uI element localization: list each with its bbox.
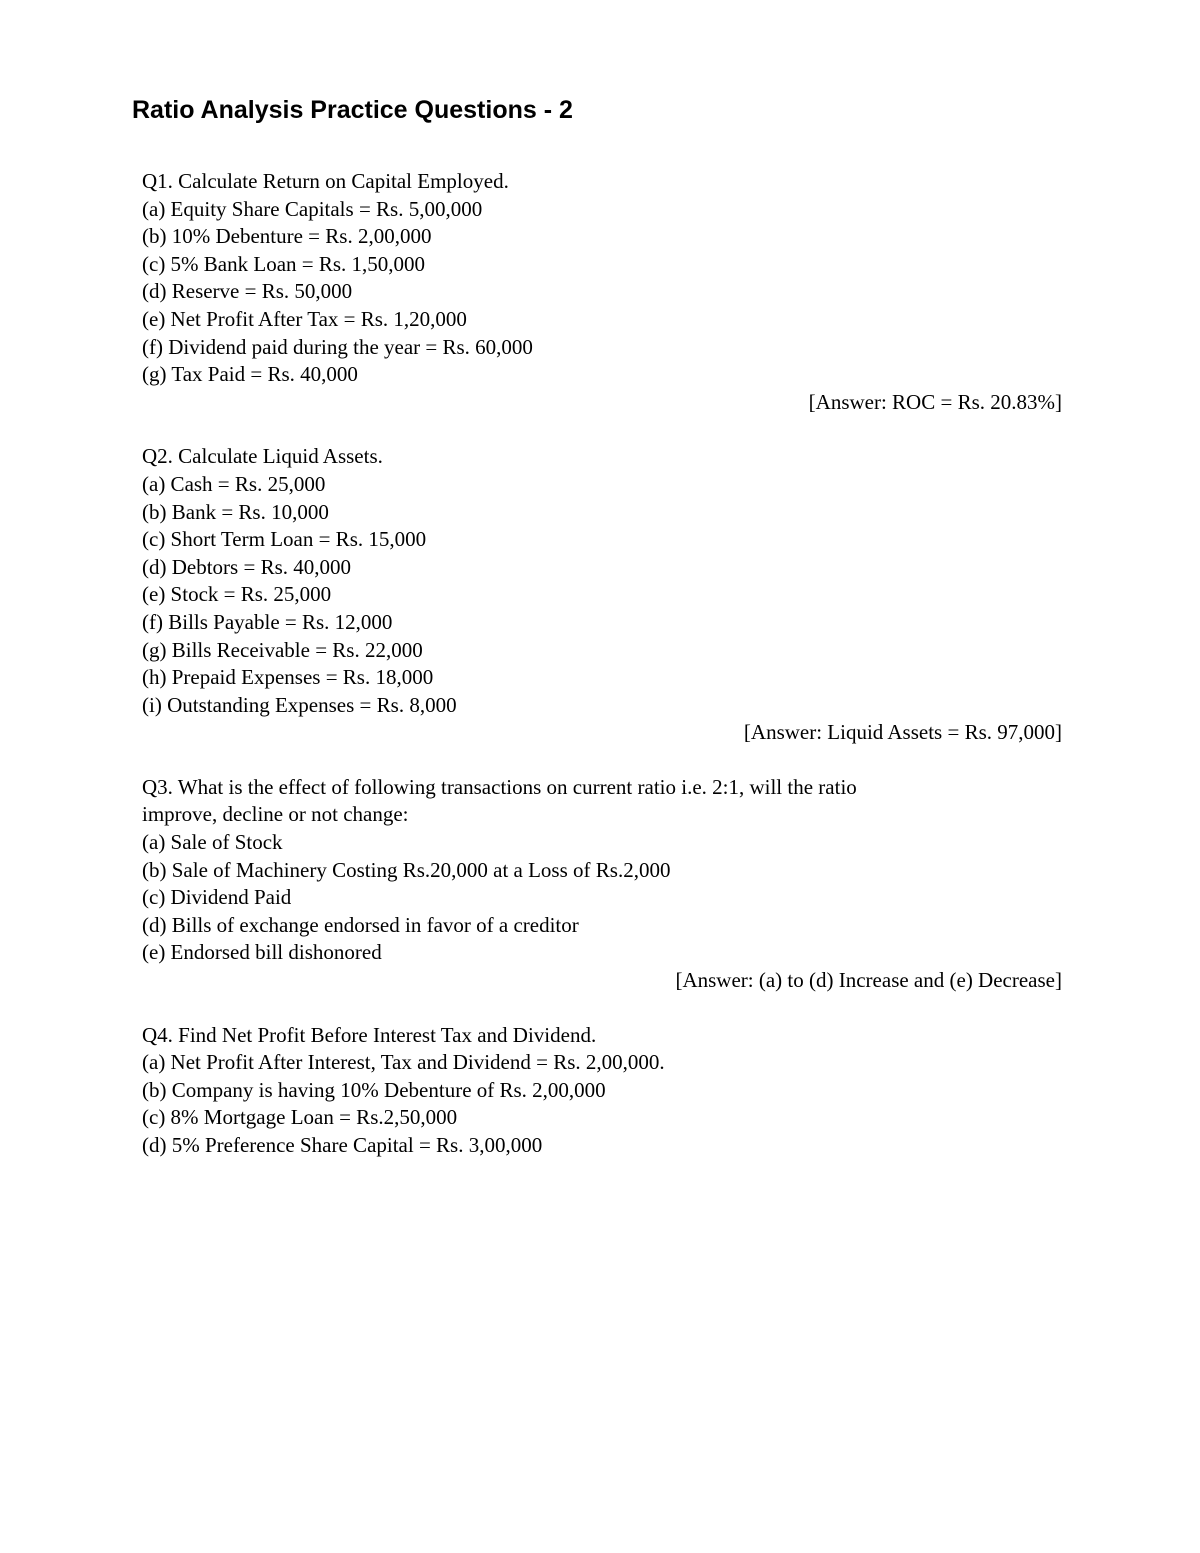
question-heading: Q1. Calculate Return on Capital Employed.	[142, 169, 509, 193]
question-heading: Q4. Find Net Profit Before Interest Tax and Dividend.	[142, 1022, 597, 1047]
question-item: (b) Bank = Rs. 10,000	[142, 499, 329, 524]
question-answer: [Answer: ROC = Rs. 20.83%]	[808, 389, 1062, 414]
question-item: (a) Cash = Rs. 25,000	[142, 471, 326, 496]
question-item: (e) Stock = Rs. 25,000	[142, 582, 332, 607]
question-item: (f) Dividend paid during the year = Rs. 60,000	[142, 334, 533, 359]
question-item: (b) Company is having 10% Debenture of Rs. 2,00,000	[142, 1077, 606, 1102]
question-heading: Q2. Calculate Liquid Assets.	[142, 444, 383, 469]
question-item: (a) Sale of Stock	[142, 830, 283, 855]
question-heading-line: Q3. What is the effect of following transactions on current ratio i.e. 2:1, will the ratio	[142, 774, 857, 799]
question-1	[142, 168, 1062, 416]
question-item: (g) Bills Receivable = Rs. 22,000	[142, 637, 423, 662]
question-heading-line: improve, decline or not change:	[142, 802, 409, 827]
question-item: (i) Outstanding Expenses = Rs. 8,000	[142, 692, 457, 717]
question-item: (c) 8% Mortgage Loan = Rs.2,50,000	[142, 1105, 458, 1130]
question-3	[142, 774, 1062, 995]
page-title: Ratio Analysis Practice Questions - 2	[132, 96, 573, 124]
question-item: (h) Prepaid Expenses = Rs. 18,000	[142, 665, 434, 690]
question-item: (e) Endorsed bill dishonored	[142, 940, 382, 965]
question-item: (c) 5% Bank Loan = Rs. 1,50,000	[142, 251, 426, 276]
question-item: (d) Debtors = Rs. 40,000	[142, 554, 351, 579]
question-item: (b) Sale of Machinery Costing Rs.20,000 at a Loss of Rs.2,000	[142, 857, 671, 882]
question-item: (d) Bills of exchange endorsed in favor of a creditor	[142, 912, 579, 937]
question-item: (c) Dividend Paid	[142, 885, 292, 910]
question-item: (a) Equity Share Capitals = Rs. 5,00,000	[142, 196, 483, 221]
question-item: (a) Net Profit After Interest, Tax and Dividend = Rs. 2,00,000.	[142, 1050, 665, 1075]
question-answer: [Answer: (a) to (d) Increase and (e) Decrease]	[675, 968, 1062, 993]
question-2	[142, 443, 1062, 747]
question-item: (b) 10% Debenture = Rs. 2,00,000	[142, 224, 432, 249]
question-item: (f) Bills Payable = Rs. 12,000	[142, 609, 393, 634]
question-item: (g) Tax Paid = Rs. 40,000	[142, 362, 358, 387]
question-item: (d) Reserve = Rs. 50,000	[142, 279, 353, 304]
question-answer: [Answer: Liquid Assets = Rs. 97,000]	[743, 720, 1062, 745]
question-item: (c) Short Term Loan = Rs. 15,000	[142, 527, 427, 552]
question-4	[142, 1022, 1062, 1160]
question-item: (e) Net Profit After Tax = Rs. 1,20,000	[142, 306, 467, 331]
question-item: (d) 5% Preference Share Capital = Rs. 3,00,000	[142, 1133, 543, 1157]
questions-content	[142, 168, 1062, 1187]
